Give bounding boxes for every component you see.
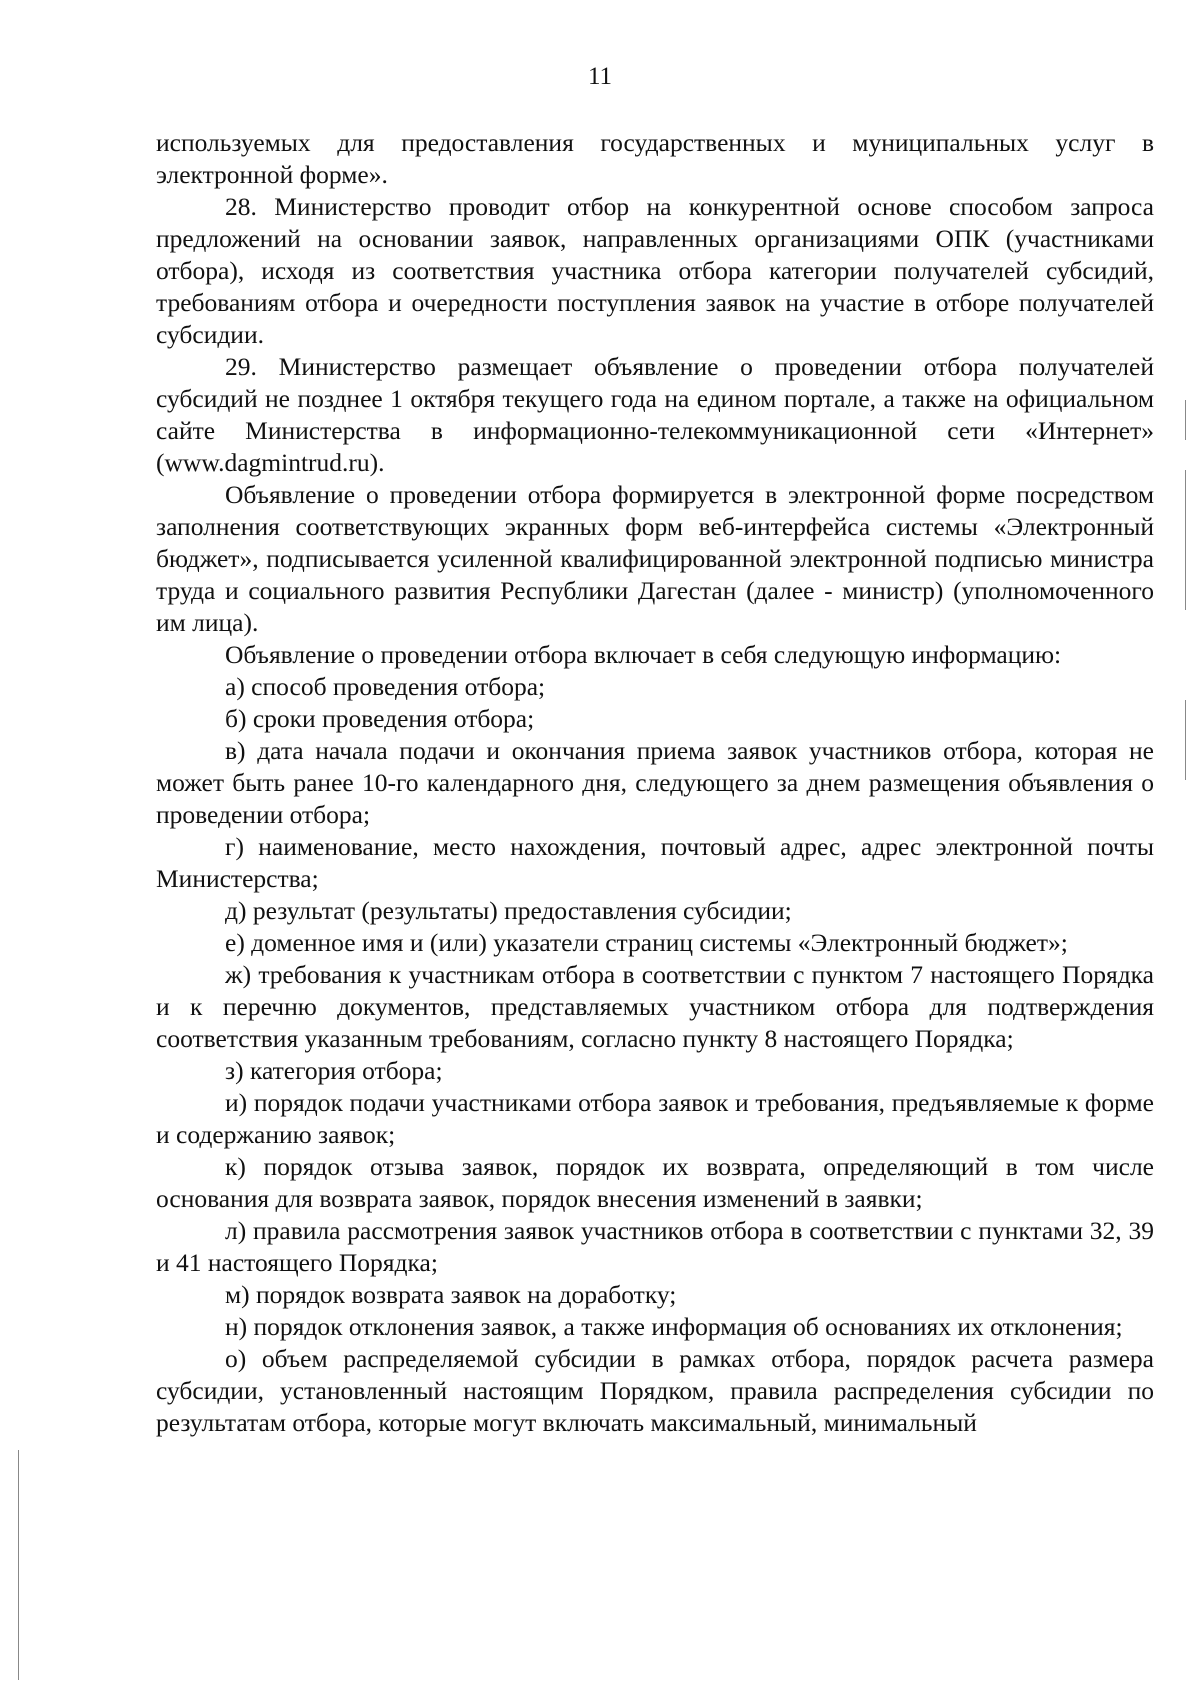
scan-artifact: [1185, 470, 1186, 610]
list-item: г) наименование, место нахождения, почтовый адрес, адрес электронной почты Министерства;: [156, 832, 1154, 893]
list-item: з) категория отбора;: [225, 1056, 443, 1085]
list-item: д) результат (результаты) предоставления субсидии;: [225, 896, 792, 925]
scan-artifact: [18, 1450, 19, 1680]
paragraph: Объявление о проведении отбора формируется в электронной форме посредством заполнения соответствующих экранных форм веб-интерфейса системы «Электронный бюджет», подписывается усиленной квалифицированной электронной подписью министра труда и социального развития Республики Дагестан (далее - министр) (уполномоченного им лица).: [156, 480, 1154, 637]
list-item: а) способ проведения отбора;: [225, 672, 546, 701]
list-item: в) дата начала подачи и окончания приема заявок участников отбора, которая не может быть ранее 10-го календарного дня, следующего за днем размещения объявления о проведении отбора;: [156, 736, 1154, 829]
list-item: н) порядок отклонения заявок, а также информация об основаниях их отклонения;: [225, 1312, 1123, 1341]
list-item: ж) требования к участникам отбора в соответствии с пунктом 7 настоящего Порядка и к перечню документов, представляемых участником отбора для подтверждения соответствия указанным требованиям, согласно пункту 8 настоящего Порядка;: [156, 960, 1154, 1053]
paragraph: 28. Министерство проводит отбор на конкурентной основе способом запроса предложений на основании заявок, направленных организациями ОПК (участниками отбора), исходя из соответствия участника отбора категории получателей субсидий, требованиям отбора и очередности поступления заявок на участие в отборе получателей субсидии.: [156, 192, 1154, 349]
list-item: и) порядок подачи участниками отбора заявок и требования, предъявляемые к форме и содержанию заявок;: [156, 1088, 1154, 1149]
list-item: к) порядок отзыва заявок, порядок их возврата, определяющий в том числе основания для возврата заявок, порядок внесения изменений в заявки;: [156, 1152, 1154, 1213]
paragraph: Объявление о проведении отбора включает в себя следующую информацию:: [225, 640, 1062, 669]
list-item: л) правила рассмотрения заявок участников отбора в соответствии с пунктами 32, 39 и 41 настоящего Порядка;: [156, 1216, 1154, 1277]
list-item: о) объем распределяемой субсидии в рамках отбора, порядок расчета размера субсидии, установленный настоящим Порядком, правила распределения субсидии по результатам отбора, которые могут включать максимальный, минимальный: [156, 1344, 1154, 1437]
list-item: б) сроки проведения отбора;: [225, 704, 535, 733]
paragraph: используемых для предоставления государственных и муниципальных услуг в электронной форме».: [156, 128, 1154, 189]
scan-artifact: [1185, 400, 1186, 440]
paragraph: 29. Министерство размещает объявление о проведении отбора получателей субсидий не позднее 1 октября текущего года на едином портале, а также на официальном сайте Министерства в информационно-телекоммуникационной сети «Интернет» (www.dagmintrud.ru).: [156, 352, 1154, 477]
document-body: [156, 127, 1154, 1439]
scan-artifact: [1185, 700, 1186, 780]
list-item: е) доменное имя и (или) указатели страниц системы «Электронный бюджет»;: [225, 928, 1068, 957]
list-item: м) порядок возврата заявок на доработку;: [225, 1280, 677, 1309]
page-number: 11: [587, 63, 613, 90]
